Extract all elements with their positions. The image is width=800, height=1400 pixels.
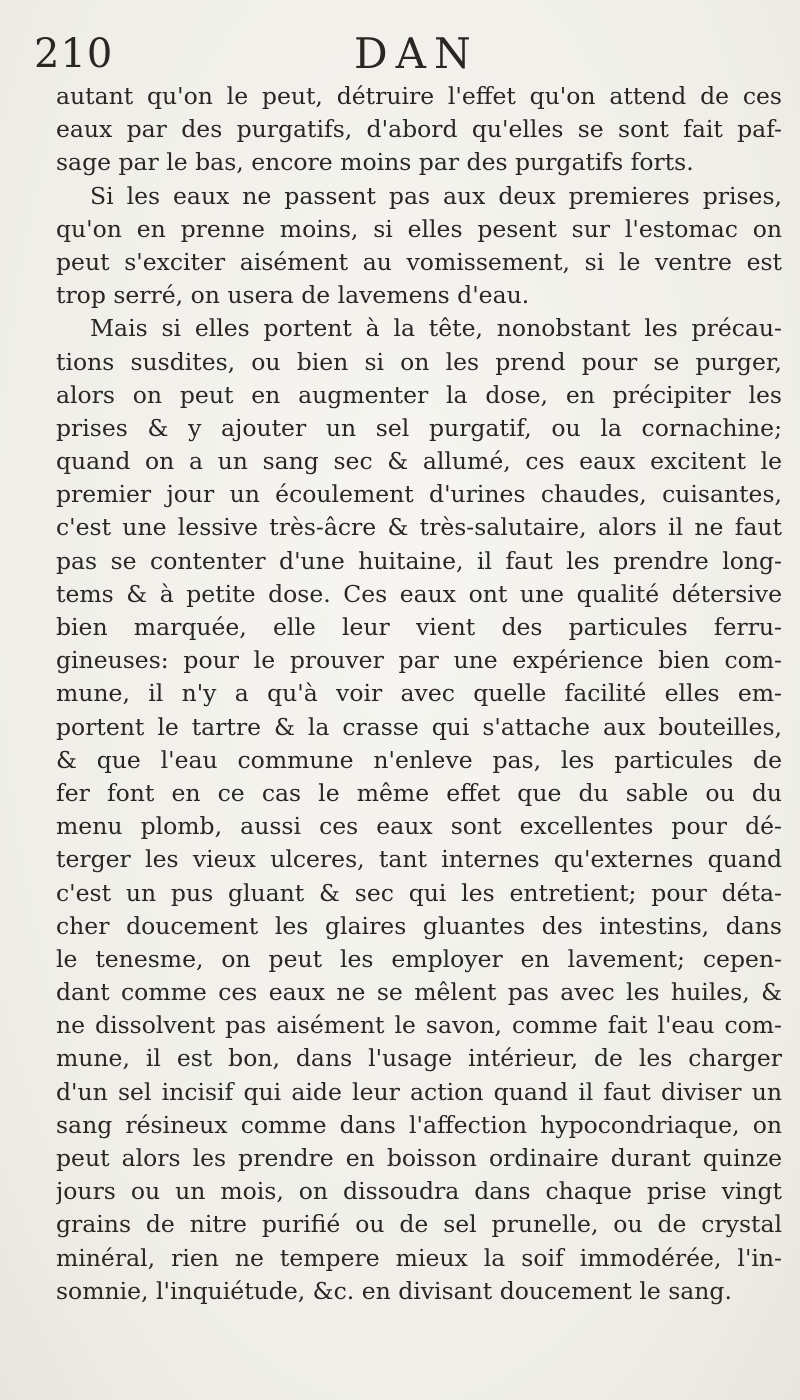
- text-line: ne dissolvent pas aisément le savon, comme fait l'eau com-: [56, 1011, 782, 1040]
- text-line: d'un sel incisif qui aide leur action quand il faut diviser un: [56, 1077, 782, 1106]
- body-text: [56, 80, 782, 1308]
- running-head: DAN: [354, 29, 479, 78]
- text-line: terger les vieux ulceres, tant internes qu'externes quand: [56, 845, 782, 874]
- page-header: [34, 30, 774, 80]
- text-line: mune, il est bon, dans l'usage intérieur, de les charger: [56, 1044, 782, 1073]
- page-number: 210: [34, 31, 114, 77]
- text-line: peut alors les prendre en boisson ordinaire durant quinze: [56, 1144, 782, 1172]
- text-line: trop serré, on usera de lavemens d'eau.: [56, 281, 530, 310]
- text-line: gineuses: pour le prouver par une expérience bien com-: [56, 646, 782, 675]
- text-line: eaux par des purgatifs, d'abord qu'elles se sont fait paf-: [56, 115, 782, 144]
- text-line: dant comme ces eaux ne se mêlent pas avec les huiles, &: [56, 978, 782, 1007]
- text-line: le tenesme, on peut les employer en lavement; cepen-: [56, 944, 782, 973]
- text-line: mune, il n'y a qu'à voir avec quelle facilité elles em-: [56, 679, 782, 708]
- paragraph: [56, 180, 782, 313]
- text-line: peut s'exciter aisément au vomissement, si le ventre est: [56, 247, 782, 276]
- text-line: cher doucement les glaires gluantes des intestins, dans: [56, 911, 782, 940]
- paragraph: [56, 312, 782, 1308]
- text-line: menu plomb, aussi ces eaux sont excellentes pour dé-: [56, 812, 782, 841]
- text-line: tems & à petite dose. Ces eaux ont une qualité détersive: [56, 579, 782, 608]
- text-line: prises & y ajouter un sel purgatif, ou la cornachine;: [56, 413, 782, 442]
- text-line: fer font en ce cas le même effet que du sable ou du: [56, 778, 782, 807]
- text-line: sage par le bas, encore moins par des purgatifs forts.: [56, 148, 694, 177]
- paragraph: [56, 80, 782, 180]
- text-line: c'est une lessive très-âcre & très-salutaire, alors il ne faut: [56, 513, 782, 542]
- text-line: pas se contenter d'une huitaine, il faut les prendre long-: [56, 546, 782, 575]
- text-line: alors on peut en augmenter la dose, en précipiter les: [56, 380, 782, 409]
- text-line: somnie, l'inquiétude, &c. en divisant doucement le sang.: [56, 1276, 732, 1305]
- text-line: qu'on en prenne moins, si elles pesent sur l'estomac on: [56, 214, 782, 243]
- text-line: c'est un pus gluant & sec qui les entretient; pour déta-: [56, 878, 782, 907]
- text-line: grains de nitre purifié ou de sel prunelle, ou de crystal: [56, 1210, 782, 1239]
- text-line: autant qu'on le peut, détruire l'effet qu'on attend de ces: [56, 82, 782, 110]
- text-line: sang résineux comme dans l'affection hypocondriaque, on: [56, 1110, 782, 1139]
- text-line: Si les eaux ne passent pas aux deux premieres prises,: [90, 181, 782, 210]
- text-line: jours ou un mois, on dissoudra dans chaque prise vingt: [56, 1177, 782, 1206]
- text-line: tions susdites, ou bien si on les prend pour se purger,: [56, 347, 782, 376]
- text-line: quand on a un sang sec & allumé, ces eaux excitent le: [56, 447, 782, 476]
- text-line: premier jour un écoulement d'urines chaudes, cuisantes,: [56, 480, 782, 509]
- text-line: & que l'eau commune n'enleve pas, les particules de: [56, 745, 782, 774]
- text-line: minéral, rien ne tempere mieux la soif immodérée, l'in-: [56, 1243, 782, 1272]
- text-line: bien marquée, elle leur vient des particules ferru-: [56, 613, 782, 641]
- text-line: Mais si elles portent à la tête, nonobstant les précau-: [90, 314, 782, 343]
- text-line: portent le tartre & la crasse qui s'attache aux bouteilles,: [56, 712, 782, 741]
